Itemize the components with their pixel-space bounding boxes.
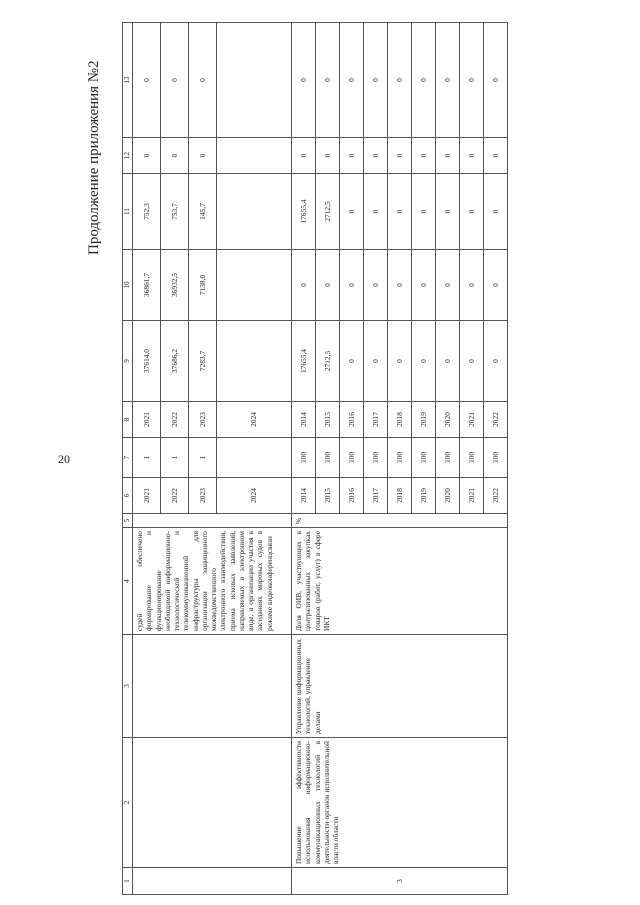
unit-cell: % [292,514,508,528]
funding-year-cell: 2020 [436,402,460,438]
regional-funds-cell: 0 [364,174,388,250]
total-funding-cell [217,321,292,402]
other-funds-cell: 0 [412,23,436,138]
year-cell: 2014 [292,478,316,514]
year-cell: 2023 [189,478,217,514]
column-number: 1 [123,868,133,895]
other-funds-cell [217,23,292,138]
total-funding-cell: 37614,0 [133,321,161,402]
regional-funds-cell: 752,3 [133,174,161,250]
column-number: 10 [123,250,133,321]
regional-funds-cell: 17655,4 [292,174,316,250]
total-funding-cell: 2712,5 [316,321,340,402]
other-funds-cell: 0 [484,23,508,138]
funding-year-cell: 2015 [316,402,340,438]
target-value-cell: 100 [436,438,460,478]
table-row [133,23,161,895]
regional-funds-cell: 2712,5 [316,174,340,250]
local-funds-cell [217,138,292,174]
total-funding-cell: 0 [388,321,412,402]
page-number: 20 [58,452,70,466]
total-funding-cell: 0 [436,321,460,402]
local-funds-cell: 0 [161,138,189,174]
other-funds-cell: 0 [340,23,364,138]
target-value-cell: 100 [388,438,412,478]
funding-year-cell: 2022 [161,402,189,438]
year-cell: 2021 [133,478,161,514]
appendix-table [122,22,508,895]
local-funds-cell: 0 [436,138,460,174]
table-row [292,23,316,895]
local-funds-cell: 0 [388,138,412,174]
other-funds-cell: 0 [133,23,161,138]
year-cell: 2019 [412,478,436,514]
federal-funds-cell: 7138,0 [189,250,217,321]
column-number: 3 [123,635,133,738]
target-value-cell: 100 [364,438,388,478]
funding-year-cell: 2021 [460,402,484,438]
total-funding-cell: 0 [484,321,508,402]
local-funds-cell: 0 [340,138,364,174]
federal-funds-cell: 36932,5 [161,250,189,321]
federal-funds-cell: 0 [388,250,412,321]
task-cell: Повышение эффективности использования информационно-коммуникационных технологий в деятельности органов исполнительной власти области [292,738,508,868]
federal-funds-cell: 0 [412,250,436,321]
local-funds-cell: 0 [292,138,316,174]
column-number: 5 [123,514,133,528]
other-funds-cell: 0 [316,23,340,138]
target-value-cell: 100 [412,438,436,478]
other-funds-cell: 0 [460,23,484,138]
other-funds-cell: 0 [388,23,412,138]
year-cell: 2015 [316,478,340,514]
column-number: 8 [123,402,133,438]
column-number: 11 [123,174,133,250]
federal-funds-cell: 0 [460,250,484,321]
federal-funds-cell: 36861,7 [133,250,161,321]
funding-year-cell: 2022 [484,402,508,438]
regional-funds-cell: 145,7 [189,174,217,250]
federal-funds-cell [217,250,292,321]
row-number-cell: 3 [292,868,508,895]
unit-cell [133,514,292,528]
column-number: 6 [123,478,133,514]
total-funding-cell: 0 [364,321,388,402]
blank-num-cell [133,868,292,895]
target-value-cell: 1 [133,438,161,478]
regional-funds-cell: 0 [460,174,484,250]
year-cell: 2016 [340,478,364,514]
year-cell: 2024 [217,478,292,514]
year-cell: 2022 [161,478,189,514]
indicator-cell: Доля ОИВ, участвующих в централизованных закупках товаров (работ, услуг) в сфере ИКТ [292,528,508,635]
federal-funds-cell: 0 [484,250,508,321]
target-value-cell: 100 [292,438,316,478]
indicator-text-cell: судей обеспечено формирование и функционирование необходимой информационно-технологической и телекоммуникационной инфраструктуры для организации защищенного межведомственного электронного взаимодействия, приема исковых заявлений, направляемых в электронном виде, и организации участия в заседаниях мировых судов в режиме видеоконференцсвязи [133,528,292,635]
funding-year-cell: 2021 [133,402,161,438]
total-funding-cell: 0 [412,321,436,402]
target-value-cell: 100 [340,438,364,478]
blank-task-cell [133,738,292,868]
year-cell: 2017 [364,478,388,514]
regional-funds-cell: 0 [388,174,412,250]
total-funding-cell: 7283,7 [189,321,217,402]
local-funds-cell: 0 [364,138,388,174]
target-value-cell: 1 [161,438,189,478]
federal-funds-cell: 0 [316,250,340,321]
regional-funds-cell: 0 [412,174,436,250]
column-number: 9 [123,321,133,402]
local-funds-cell: 0 [133,138,161,174]
year-cell: 2018 [388,478,412,514]
local-funds-cell: 0 [316,138,340,174]
other-funds-cell: 0 [436,23,460,138]
blank-responsible-cell [133,635,292,738]
funding-year-cell: 2018 [388,402,412,438]
federal-funds-cell: 0 [436,250,460,321]
funding-year-cell: 2016 [340,402,364,438]
regional-funds-cell: 0 [436,174,460,250]
other-funds-cell: 0 [292,23,316,138]
local-funds-cell: 0 [412,138,436,174]
column-number: 7 [123,438,133,478]
column-number: 13 [123,23,133,138]
year-cell: 2022 [484,478,508,514]
target-value-cell: 100 [316,438,340,478]
local-funds-cell: 0 [484,138,508,174]
year-cell: 2020 [436,478,460,514]
regional-funds-cell: 0 [340,174,364,250]
funding-year-cell: 2023 [189,402,217,438]
regional-funds-cell: 0 [484,174,508,250]
local-funds-cell: 0 [189,138,217,174]
continuation-title: Продолжение приложения №2 [86,60,102,255]
other-funds-cell: 0 [364,23,388,138]
column-number: 12 [123,138,133,174]
column-number-row [123,23,133,895]
column-number: 4 [123,528,133,635]
federal-funds-cell: 0 [340,250,364,321]
target-value-cell: 1 [189,438,217,478]
local-funds-cell: 0 [460,138,484,174]
funding-year-cell: 2024 [217,402,292,438]
total-funding-cell: 17655,4 [292,321,316,402]
other-funds-cell: 0 [189,23,217,138]
other-funds-cell: 0 [161,23,189,138]
column-number: 2 [123,738,133,868]
year-cell: 2021 [460,478,484,514]
target-value-cell: 100 [460,438,484,478]
total-funding-cell: 37686,2 [161,321,189,402]
total-funding-cell: 0 [460,321,484,402]
target-value-cell [217,438,292,478]
funding-year-cell: 2019 [412,402,436,438]
funding-year-cell: 2014 [292,402,316,438]
federal-funds-cell: 0 [364,250,388,321]
federal-funds-cell: 0 [292,250,316,321]
regional-funds-cell: 753,7 [161,174,189,250]
funding-year-cell: 2017 [364,402,388,438]
regional-funds-cell [217,174,292,250]
responsible-cell: Управление информационных технологий, управление делами [292,635,508,738]
total-funding-cell: 0 [340,321,364,402]
target-value-cell: 100 [484,438,508,478]
